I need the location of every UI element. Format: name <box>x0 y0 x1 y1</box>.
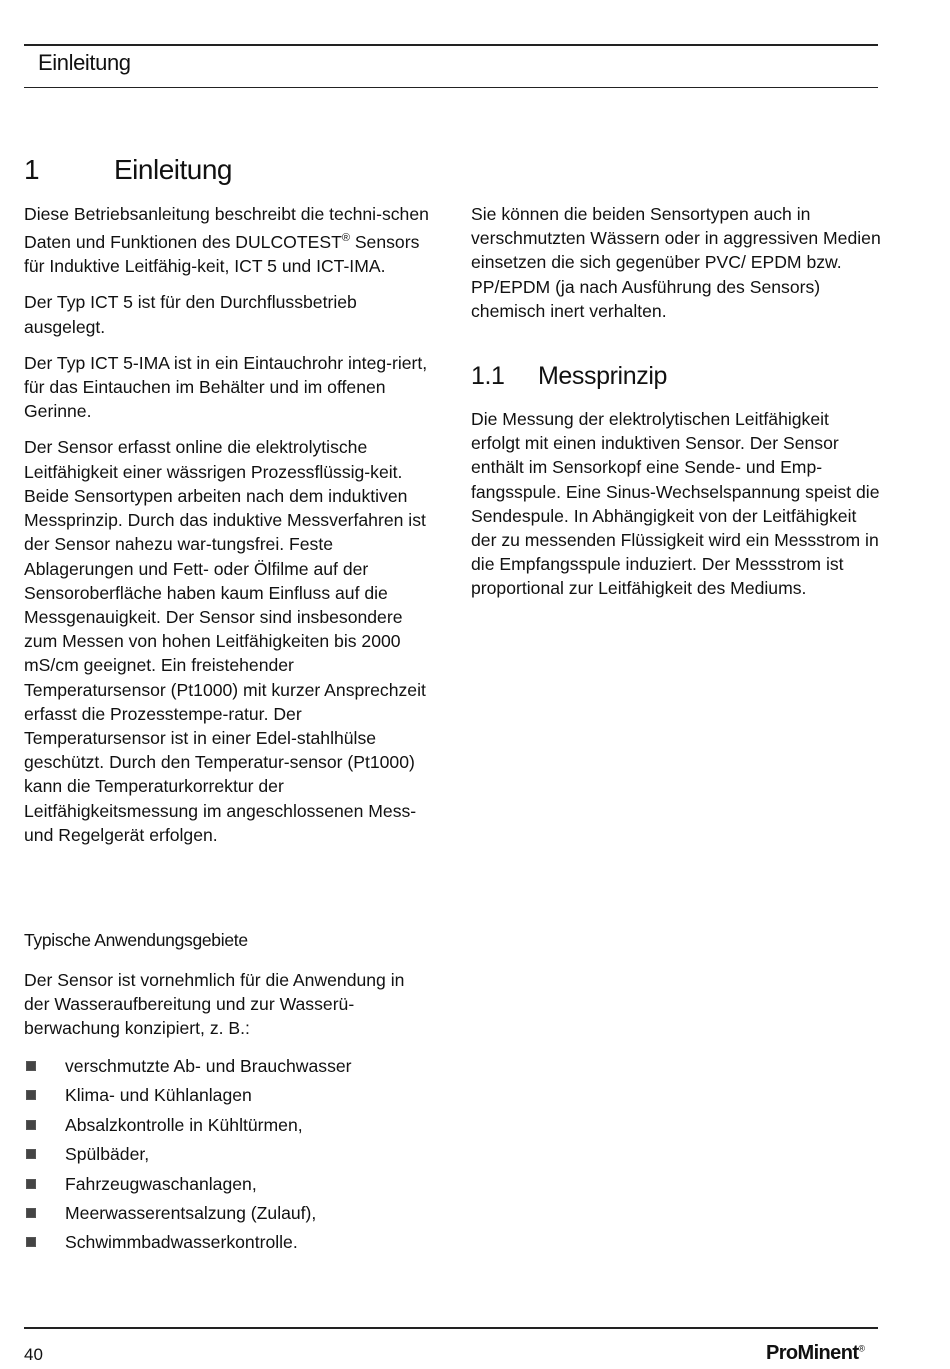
footer-rule <box>24 1327 878 1329</box>
list-item-text: Klima- und Kühlanlagen <box>65 1085 252 1106</box>
list-item <box>24 1141 352 1170</box>
left-column <box>24 202 434 859</box>
square-bullet-icon <box>26 1149 36 1159</box>
intro-text-start: Diese Betriebsanleitung beschreibt die techni-schen Daten und Funktionen des DULCOTEST <box>24 204 429 253</box>
chapter-heading <box>24 154 232 186</box>
list-item-text: Absalzkontrolle in Kühltürmen, <box>65 1114 303 1135</box>
list-item-text: Fahrzeugwaschanlagen, <box>65 1173 257 1194</box>
measuring-principle-block <box>471 407 881 613</box>
list-item <box>24 1112 352 1141</box>
applications-heading: Typische Anwendungsgebiete <box>24 930 248 950</box>
square-bullet-icon <box>26 1237 36 1247</box>
right-column <box>471 202 881 335</box>
intro-text-end: Sensors für Induktive Leitfähig-keit, ICT 5 und ICT-IMA. <box>24 232 420 277</box>
header-bottom-rule <box>24 87 878 88</box>
applications-list <box>24 1053 352 1259</box>
list-item <box>24 1229 352 1258</box>
list-item <box>24 1053 352 1082</box>
section-number: 1.1 <box>471 362 505 390</box>
prominent-logo <box>766 1342 864 1365</box>
chapter-number: 1 <box>24 154 40 185</box>
ict5-paragraph: Der Typ ICT 5 ist für den Durchflussbetrieb ausgelegt. <box>24 292 357 337</box>
brand-registered-mark: ® <box>858 1343 865 1354</box>
section-title: Messprinzip <box>538 362 667 390</box>
list-item-text: Schwimmbadwasserkontrolle. <box>65 1232 298 1253</box>
header-top-rule <box>24 44 878 46</box>
square-bullet-icon <box>26 1120 36 1130</box>
registered-mark: ® <box>341 232 350 245</box>
measuring-principle-paragraph: Die Messung der elektrolytischen Leitfähigkeit erfolgt mit einen induktiven Sensor. Der Sensor enthält im Sensorkopf eine Sende- und Emp-fangsspule. Eine Sinus-Wechselspannung speist die Sendespule. In Abhängigkeit von der Leitfähigkeit der zu messenden Flüssigkeit wird ein Messstrom in die Empfangsspule induziert. Der Messstrom ist proportional zur Leitfähigkeit des Mediums. <box>471 409 880 599</box>
applications-intro: Der Sensor ist vornehmlich für die Anwendung in der Wasseraufbereitung und zur Wasserü-berwachung konzipiert, z. B.: <box>24 970 405 1039</box>
list-item <box>24 1171 352 1200</box>
section-heading <box>471 362 667 391</box>
usage-paragraph: Sie können die beiden Sensortypen auch in verschmutzten Wässern oder in aggressiven Medien einsetzen die sich gegenüber PVC/ EPDM bzw. PP/EPDM (ja nach Ausführung des Sensors) chemisch inert verhalten. <box>471 204 881 321</box>
list-item-text: Spülbäder, <box>65 1144 150 1165</box>
square-bullet-icon <box>26 1179 36 1189</box>
square-bullet-icon <box>26 1090 36 1100</box>
list-item-text: verschmutzte Ab- und Brauchwasser <box>65 1056 352 1076</box>
intro-paragraph <box>24 202 434 278</box>
list-item <box>24 1082 352 1111</box>
list-item <box>24 1200 352 1229</box>
ict5-ima-paragraph: Der Typ ICT 5-IMA ist in ein Eintauchrohr integ-riert, für das Eintauchen im Behälter und im offenen Gerinne. <box>24 352 428 422</box>
brand-name: ProMinent <box>766 1342 859 1364</box>
sensor-description-paragraph: Der Sensor erfasst online die elektrolytische Leitfähigkeit einer wässrigen Prozessflüssig-keit. Beide Sensortypen arbeiten nach dem induktiven Messprinzip. Durch das induktive Messverfahren ist der Sensor nahezu war-tungsfrei. Feste Ablagerungen und Fett- oder Ölfilme auf der Sensoroberfläche haben kaum Einfluss auf die Messgenauigkeit. Der Sensor sind insbesondere zum Messen von hohen Leitfähigkeiten bis 2000 mS/cm geeignet. Ein freistehender Temperatursensor (Pt1000) mit kurzer Ansprechzeit erfasst die Prozesstempe-ratur. Der Temperatursensor ist in einer Edel-stahlhülse geschützt. Durch den Temperatur-sensor (Pt1000) kann die Temperaturkorrektur der Leitfähigkeitsmessung im angeschlossenen Mess- und Regelgerät erfolgen. <box>24 437 426 845</box>
square-bullet-icon <box>26 1208 36 1218</box>
chapter-title: Einleitung <box>114 154 232 185</box>
header-title: Einleitung <box>38 50 131 75</box>
square-bullet-icon <box>26 1061 36 1071</box>
page-number: 40 <box>24 1345 43 1364</box>
list-item-text: Meerwasserentsalzung (Zulauf), <box>65 1202 317 1223</box>
